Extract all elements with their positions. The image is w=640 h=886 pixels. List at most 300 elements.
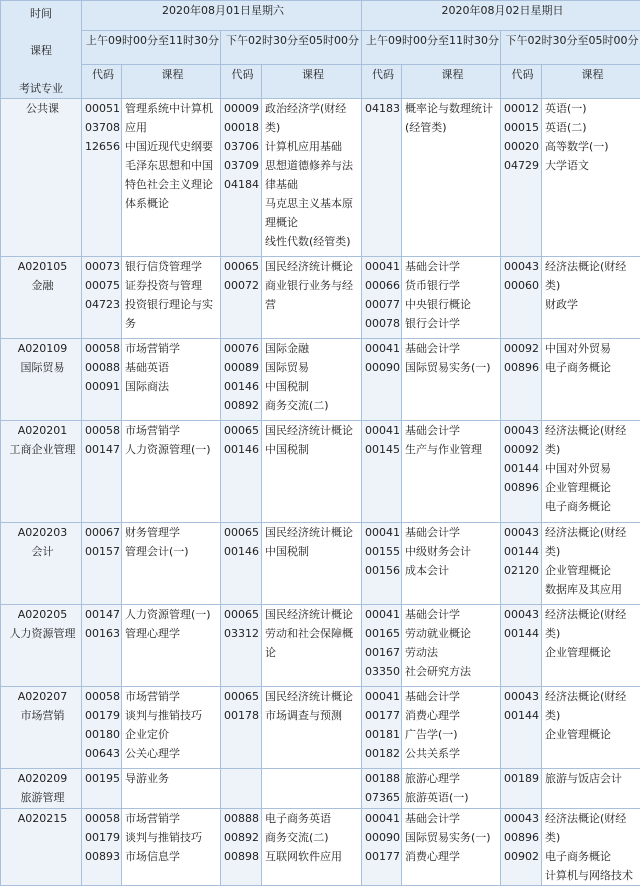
course-name: 成本会计 [405, 561, 500, 580]
code-cell [362, 687, 402, 769]
major-cell [1, 809, 82, 886]
course-name: 企业管理概论 [545, 478, 640, 497]
course-code: 03709 [224, 156, 261, 175]
code-cell [501, 421, 542, 523]
course-cell [402, 687, 501, 769]
code-cell [82, 99, 122, 257]
code-cell [501, 769, 542, 809]
course-code: 00018 [224, 118, 261, 137]
course-code: 00012 [504, 99, 541, 118]
course-cell [542, 99, 640, 257]
course-name: 市场调查与预测 [265, 706, 361, 725]
course-name: 国民经济统计概论 [265, 687, 361, 706]
course-code: 00067 [85, 523, 121, 542]
course-name: 中国对外贸易 [545, 459, 640, 478]
course-code: 00180 [85, 725, 121, 744]
course-cell [262, 809, 362, 886]
corner-time-label: 时间 [1, 4, 81, 23]
course-name: 国际贸易实务(一) [405, 358, 500, 377]
corner-course-label: 课程 [1, 41, 81, 60]
course-code: 00041 [365, 523, 401, 542]
course-name: 经济法概论(财经类) [545, 523, 640, 561]
course-name: 英语(一) [545, 99, 640, 118]
col-code-header: 代码 [501, 65, 542, 99]
course-code: 04723 [85, 295, 121, 314]
course-code: 12656 [85, 137, 121, 156]
table-row [1, 687, 640, 769]
slot-pm1-header: 下午02时30分至05时00分 [221, 31, 362, 65]
course-code: 00167 [365, 643, 401, 662]
major-cell [1, 257, 82, 339]
course-code: 00065 [224, 421, 261, 440]
course-name: 电子商务概论 [545, 497, 640, 516]
course-name: 导游业务 [125, 769, 220, 788]
table-row [1, 523, 640, 605]
course-code: 00065 [224, 605, 261, 624]
course-code: 00144 [504, 706, 541, 725]
course-cell [542, 605, 640, 687]
course-code: 00155 [365, 542, 401, 561]
course-code: 00145 [365, 440, 401, 459]
course-name: 基础会计学 [405, 421, 500, 440]
course-name: 企业管理概论 [545, 643, 640, 662]
course-code: 00041 [365, 809, 401, 828]
course-code: 00009 [224, 99, 261, 118]
course-name: 市场营销学 [125, 421, 220, 440]
course-code: 00091 [85, 377, 121, 396]
course-cell [542, 809, 640, 886]
code-cell [501, 257, 542, 339]
course-code: 00088 [85, 358, 121, 377]
course-code: 00163 [85, 624, 121, 643]
course-code: 03350 [365, 662, 401, 681]
code-cell [82, 257, 122, 339]
course-cell [122, 809, 221, 886]
course-code: 00072 [224, 276, 261, 295]
major-code: A020205 [4, 605, 81, 624]
course-code: 00041 [365, 339, 401, 358]
major-code: A020203 [4, 523, 81, 542]
course-name: 基础会计学 [405, 339, 500, 358]
course-cell [122, 421, 221, 523]
code-cell [82, 687, 122, 769]
col-course-header: 课程 [542, 65, 640, 99]
course-name: 经济法概论(财经类) [545, 605, 640, 643]
course-code: 00892 [224, 396, 261, 415]
course-name: 投资银行理论与实务 [125, 295, 220, 333]
course-cell [262, 687, 362, 769]
course-name: 国际商法 [125, 377, 220, 396]
code-cell [501, 339, 542, 421]
code-cell [501, 99, 542, 257]
course-code: 00043 [504, 257, 541, 276]
course-code: 00177 [365, 706, 401, 725]
major-name: 公共课 [4, 99, 81, 118]
course-code: 00896 [504, 358, 541, 377]
course-name: 谈判与推销技巧 [125, 706, 220, 725]
major-name: 会计 [4, 542, 81, 561]
code-cell [221, 769, 262, 809]
col-code-header: 代码 [362, 65, 402, 99]
course-name: 电子商务概论 [545, 358, 640, 377]
code-cell [221, 99, 262, 257]
course-code: 00902 [504, 847, 541, 866]
course-code: 00165 [365, 624, 401, 643]
course-code: 00896 [504, 828, 541, 847]
course-name: 基础会计学 [405, 257, 500, 276]
course-name: 旅游与饭店会计 [545, 769, 640, 788]
course-name: 人力资源管理(一) [125, 440, 220, 459]
course-code: 00092 [504, 440, 541, 459]
course-name: 市场信息学 [125, 847, 220, 866]
course-cell [402, 809, 501, 886]
code-cell [501, 523, 542, 605]
table-row [1, 809, 640, 886]
course-name: 毛泽东思想和中国特色社会主义理论体系概论 [125, 156, 220, 213]
code-cell [362, 523, 402, 605]
course-code: 00888 [224, 809, 261, 828]
course-name: 电子商务概论 [545, 847, 640, 866]
major-name: 金融 [4, 276, 81, 295]
course-code: 00146 [224, 542, 261, 561]
course-name: 中国对外贸易 [545, 339, 640, 358]
course-name: 公关心理学 [125, 744, 220, 763]
course-name: 财务管理学 [125, 523, 220, 542]
code-cell [221, 421, 262, 523]
course-cell [402, 339, 501, 421]
header-corner-cell [1, 1, 82, 99]
course-name: 公共关系学 [405, 744, 500, 763]
day2-header: 2020年08月02日星期日 [362, 1, 640, 31]
course-name: 基础会计学 [405, 687, 500, 706]
course-name: 中级财务会计 [405, 542, 500, 561]
course-cell [262, 769, 362, 809]
table-row [1, 421, 640, 523]
code-cell [362, 809, 402, 886]
code-cell [82, 769, 122, 809]
course-code: 00896 [504, 478, 541, 497]
course-name: 马克思主义基本原理概论 [265, 194, 361, 232]
table-row [1, 605, 640, 687]
course-code: 00177 [365, 847, 401, 866]
course-name: 银行信贷管理学 [125, 257, 220, 276]
course-code: 00077 [365, 295, 401, 314]
course-name: 商务交流(二) [265, 396, 361, 415]
course-cell [122, 769, 221, 809]
course-name: 企业管理概论 [545, 561, 640, 580]
course-code: 00041 [365, 257, 401, 276]
col-code-header: 代码 [221, 65, 262, 99]
col-course-header: 课程 [262, 65, 362, 99]
course-name: 国民经济统计概论 [265, 421, 361, 440]
course-code: 00076 [224, 339, 261, 358]
slot-am1-header: 上午09时00分至11时30分 [82, 31, 221, 65]
code-cell [82, 523, 122, 605]
course-code: 00051 [85, 99, 121, 118]
course-cell [122, 339, 221, 421]
course-code: 00146 [224, 377, 261, 396]
course-code: 00156 [365, 561, 401, 580]
course-cell [262, 99, 362, 257]
course-code: 00189 [504, 769, 541, 788]
course-code: 00058 [85, 421, 121, 440]
course-name: 消费心理学 [405, 847, 500, 866]
slot-am2-header: 上午09时00分至11时30分 [362, 31, 501, 65]
course-code: 00179 [85, 706, 121, 725]
course-name: 银行会计学 [405, 314, 500, 333]
course-code: 04183 [365, 99, 401, 118]
course-cell [542, 339, 640, 421]
course-code: 00015 [504, 118, 541, 137]
course-code: 00147 [85, 440, 121, 459]
course-code: 00043 [504, 605, 541, 624]
code-cell [362, 257, 402, 339]
course-code: 00043 [504, 687, 541, 706]
course-name: 国际贸易实务(一) [405, 828, 500, 847]
course-code: 00182 [365, 744, 401, 763]
course-code: 00060 [504, 276, 541, 295]
code-cell [82, 421, 122, 523]
code-cell [362, 421, 402, 523]
course-name: 经济法概论(财经类) [545, 421, 640, 459]
major-cell [1, 769, 82, 809]
course-name: 基础英语 [125, 358, 220, 377]
course-code: 00041 [365, 687, 401, 706]
course-cell [402, 421, 501, 523]
course-name: 国际金融 [265, 339, 361, 358]
course-code: 00092 [504, 339, 541, 358]
code-cell [362, 99, 402, 257]
course-code: 00146 [224, 440, 261, 459]
course-code: 00195 [85, 769, 121, 788]
course-code: 00058 [85, 687, 121, 706]
course-code: 00144 [504, 542, 541, 561]
course-name: 生产与作业管理 [405, 440, 500, 459]
course-name: 市场营销学 [125, 339, 220, 358]
table-row [1, 339, 640, 421]
course-code: 00066 [365, 276, 401, 295]
course-name: 货币银行学 [405, 276, 500, 295]
course-name: 劳动法 [405, 643, 500, 662]
course-code: 00065 [224, 523, 261, 542]
course-code: 04729 [504, 156, 541, 175]
course-code: 03708 [85, 118, 121, 137]
course-name: 人力资源管理(一) [125, 605, 220, 624]
code-cell [221, 687, 262, 769]
col-code-header: 代码 [82, 65, 122, 99]
day1-header: 2020年08月01日星期六 [82, 1, 362, 31]
slot-pm2-header: 下午02时30分至05时00分 [501, 31, 640, 65]
col-course-header: 课程 [122, 65, 221, 99]
course-name: 计算机应用基础 [265, 137, 361, 156]
course-name: 证券投资与管理 [125, 276, 220, 295]
course-cell [402, 769, 501, 809]
code-cell [501, 605, 542, 687]
course-code: 03312 [224, 624, 261, 643]
major-name: 工商企业管理 [4, 440, 81, 459]
course-code: 07365 [365, 788, 401, 807]
course-cell [542, 257, 640, 339]
course-code: 00643 [85, 744, 121, 763]
course-code: 00144 [504, 624, 541, 643]
schedule-body [1, 99, 640, 886]
corner-major-label: 考试专业 [1, 79, 81, 98]
course-code: 00043 [504, 421, 541, 440]
code-cell [362, 339, 402, 421]
course-name: 中国税制 [265, 542, 361, 561]
code-cell [221, 605, 262, 687]
course-name: 线性代数(经管类) [265, 232, 361, 251]
course-cell [262, 421, 362, 523]
code-cell [501, 687, 542, 769]
course-name: 市场营销学 [125, 809, 220, 828]
course-name: 国民经济统计概论 [265, 257, 361, 276]
table-row [1, 769, 640, 809]
course-code: 00090 [365, 358, 401, 377]
course-code: 00144 [504, 459, 541, 478]
course-name: 中国税制 [265, 440, 361, 459]
course-code: 00179 [85, 828, 121, 847]
course-name: 概率论与数理统计(经管类) [405, 99, 500, 137]
course-code: 00073 [85, 257, 121, 276]
major-code: A020109 [4, 339, 81, 358]
course-name: 管理会计(一) [125, 542, 220, 561]
course-code: 00892 [224, 828, 261, 847]
course-name: 经济法概论(财经类) [545, 257, 640, 295]
course-name: 旅游心理学 [405, 769, 500, 788]
course-cell [542, 769, 640, 809]
code-cell [221, 809, 262, 886]
course-cell [402, 257, 501, 339]
course-cell [262, 339, 362, 421]
major-cell [1, 99, 82, 257]
course-name: 基础会计学 [405, 809, 500, 828]
course-name: 计算机与网络技术 [545, 866, 640, 885]
course-name: 中央银行概论 [405, 295, 500, 314]
course-name: 劳动就业概论 [405, 624, 500, 643]
course-cell [122, 99, 221, 257]
course-code: 00089 [224, 358, 261, 377]
course-cell [402, 605, 501, 687]
course-code: 03706 [224, 137, 261, 156]
course-code: 00058 [85, 339, 121, 358]
course-code: 00898 [224, 847, 261, 866]
course-cell [122, 257, 221, 339]
course-name: 基础会计学 [405, 605, 500, 624]
course-code: 00065 [224, 687, 261, 706]
code-cell [82, 605, 122, 687]
course-name: 中国税制 [265, 377, 361, 396]
course-name: 商务交流(二) [265, 828, 361, 847]
course-name: 数据库及其应用 [545, 580, 640, 599]
course-code: 00075 [85, 276, 121, 295]
course-code: 00090 [365, 828, 401, 847]
course-name: 谈判与推销技巧 [125, 828, 220, 847]
course-name: 中国近现代史纲要 [125, 137, 220, 156]
course-cell [262, 523, 362, 605]
course-cell [122, 687, 221, 769]
major-cell [1, 421, 82, 523]
course-name: 旅游英语(一) [405, 788, 500, 807]
code-cell [221, 523, 262, 605]
course-name: 政治经济学(财经类) [265, 99, 361, 137]
course-code: 00043 [504, 809, 541, 828]
course-name: 互联网软件应用 [265, 847, 361, 866]
course-code: 00058 [85, 809, 121, 828]
course-cell [262, 257, 362, 339]
course-code: 00157 [85, 542, 121, 561]
major-cell [1, 687, 82, 769]
course-cell [542, 523, 640, 605]
course-name: 高等数学(一) [545, 137, 640, 156]
course-code: 00178 [224, 706, 261, 725]
course-code: 00188 [365, 769, 401, 788]
course-cell [402, 523, 501, 605]
table-row [1, 99, 640, 257]
course-cell [262, 605, 362, 687]
course-code: 00020 [504, 137, 541, 156]
course-code: 00181 [365, 725, 401, 744]
course-name: 企业定价 [125, 725, 220, 744]
course-name: 经济法概论(财经类) [545, 687, 640, 725]
code-cell [82, 339, 122, 421]
course-name: 经济法概论(财经类) [545, 809, 640, 847]
course-name: 国民经济统计概论 [265, 523, 361, 542]
major-cell [1, 339, 82, 421]
course-cell [542, 687, 640, 769]
course-name: 国际贸易 [265, 358, 361, 377]
code-cell [362, 605, 402, 687]
course-code: 00147 [85, 605, 121, 624]
major-name: 人力资源管理 [4, 624, 81, 643]
major-code: A020209 [4, 769, 81, 788]
course-name: 市场营销学 [125, 687, 220, 706]
course-code: 00065 [224, 257, 261, 276]
code-cell [362, 769, 402, 809]
course-cell [122, 605, 221, 687]
course-code: 02120 [504, 561, 541, 580]
course-code: 00043 [504, 523, 541, 542]
course-name: 财政学 [545, 295, 640, 314]
course-name: 管理心理学 [125, 624, 220, 643]
course-name: 社会研究方法 [405, 662, 500, 681]
course-name: 劳动和社会保障概论 [265, 624, 361, 662]
code-cell [221, 339, 262, 421]
major-name: 国际贸易 [4, 358, 81, 377]
course-code: 00078 [365, 314, 401, 333]
major-name: 市场营销 [4, 706, 81, 725]
major-cell [1, 523, 82, 605]
course-cell [122, 523, 221, 605]
major-code: A020201 [4, 421, 81, 440]
course-name: 消费心理学 [405, 706, 500, 725]
course-code: 00893 [85, 847, 121, 866]
course-name: 广告学(一) [405, 725, 500, 744]
major-code: A020207 [4, 687, 81, 706]
course-code: 00041 [365, 421, 401, 440]
major-code: A020105 [4, 257, 81, 276]
course-name: 企业管理概论 [545, 725, 640, 744]
course-code: 00041 [365, 605, 401, 624]
course-name: 管理系统中计算机应用 [125, 99, 220, 137]
course-name: 基础会计学 [405, 523, 500, 542]
major-cell [1, 605, 82, 687]
code-cell [501, 809, 542, 886]
table-row [1, 257, 640, 339]
course-name: 思想道德修养与法律基础 [265, 156, 361, 194]
code-cell [221, 257, 262, 339]
course-name: 电子商务英语 [265, 809, 361, 828]
